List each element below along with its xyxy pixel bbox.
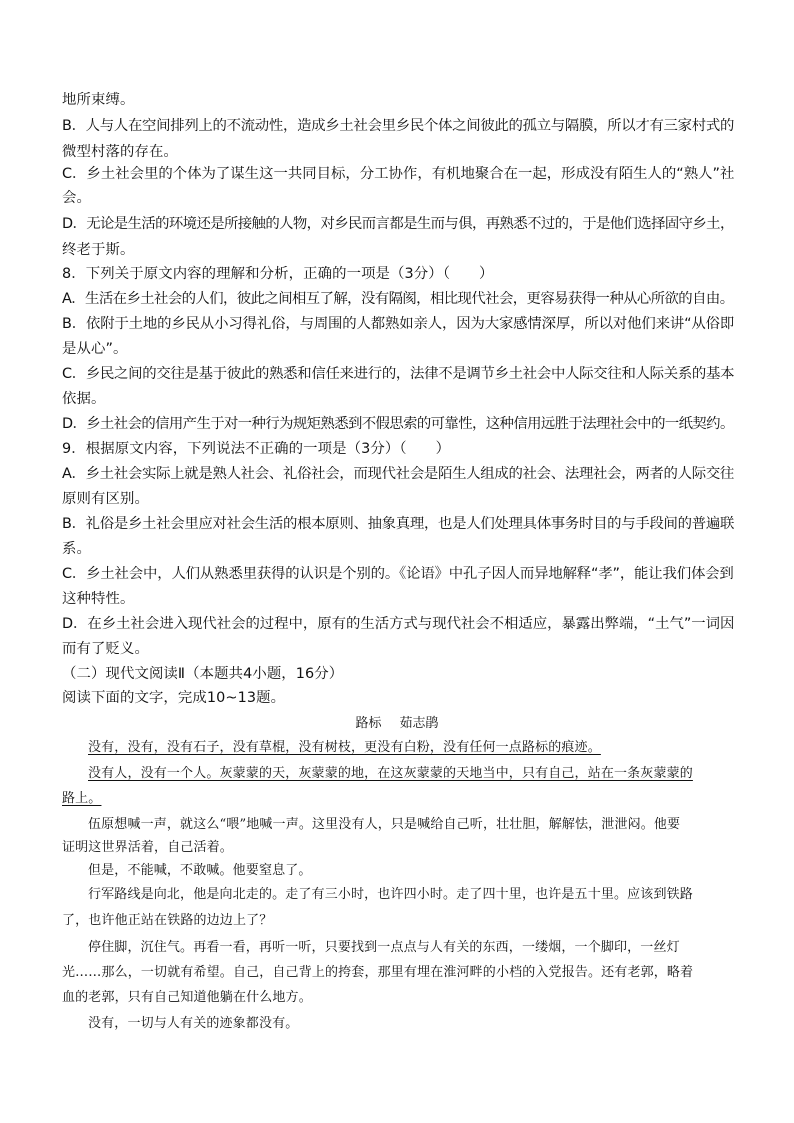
text-line: 微型村落的存在。 xyxy=(62,144,178,160)
text-line: 这种特性。 xyxy=(62,591,135,607)
story-author: 茹志鹃 xyxy=(399,716,439,731)
option-d-line: D．在乡土社会进入现代社会的过程中，原有的生活方式与现代社会不相适应，暴露出弊端，“土气”一词因 xyxy=(62,616,735,632)
text-line: 系。 xyxy=(62,541,91,557)
question-stem: 9．根据原文内容，下列说法不正确的一项是（3分）（ ） xyxy=(62,441,451,457)
option-b-line: B．人与人在空间排列上的不流动性，造成乡土社会里乡民个体之间彼此的孤立与隔膜，所以才有三家村式的 xyxy=(62,118,735,134)
text-line: 终老于斯。 xyxy=(62,242,135,258)
story-title-line xyxy=(0,714,794,734)
text-line: 而有了贬义。 xyxy=(62,641,149,657)
paragraph-line: 没有，一切与人有关的迹象都没有。 xyxy=(88,1016,299,1031)
option-b-line: B．依附于土地的乡民从小习得礼俗，与周围的人都熟如亲人，因为大家感情深厚，所以对他们来讲“从俗即 xyxy=(62,316,735,332)
paragraph-line: 了，也许他正站在铁路的边边上了？ xyxy=(62,913,273,928)
text-line: 会。 xyxy=(62,190,91,206)
option-a-line: A．生活在乡土社会的人们，彼此之间相互了解，没有隔阂，相比现代社会，更容易获得一种从心所欲的自由。 xyxy=(62,291,734,307)
section-heading: （二）现代文阅读Ⅱ（本题共4小题，16分） xyxy=(62,666,344,682)
reading-instruction: 阅读下面的文字，完成10~13题。 xyxy=(62,690,286,706)
underlined-paragraph-line: 没有，没有，没有石子，没有草棍，没有树枝，更没有白粉，没有任何一点路标的痕迹。 xyxy=(88,740,601,755)
option-a-line: A．乡土社会实际上就是熟人社会、礼俗社会，而现代社会是陌生人组成的社会、法理社会，两者的人际交往 xyxy=(62,466,735,482)
option-c-line: C．乡民之间的交往是基于彼此的熟悉和信任来进行的，法律不是调节乡土社会中人际交往和人际关系的基本 xyxy=(62,366,735,382)
paragraph-line: 光……那么，一切就有希望。自己，自己背上的挎套，那里有埋在淮河畔的小档的入党报告。还有老郭，略着 xyxy=(62,965,694,980)
option-c-line: C．乡土社会里的个体为了谋生这一共同目标，分工协作，有机地聚合在一起，形成没有陌生人的“熟人”社 xyxy=(62,166,735,182)
paragraph-line: 停住脚，沉住气。再看一看，再听一听，只要找到一点点与人有关的东西，一缕烟，一个脚印，一丝灯 xyxy=(88,940,680,955)
text-line: 地所束缚。 xyxy=(62,92,135,108)
story-title: 路标 xyxy=(355,716,382,731)
paragraph-line: 行军路线是向北，他是向北走的。走了有三小时，也许四小时。走了四十里，也许是五十里。应该到铁路 xyxy=(88,887,693,902)
paragraph-line: 证明这世界活着，自己活着。 xyxy=(62,840,233,855)
option-c-line: C．乡土社会中，人们从熟悉里获得的认识是个别的。《论语》中孔子因人而异地解释“孝”，能让我们体会到 xyxy=(62,566,734,582)
question-stem: 8．下列关于原文内容的理解和分析，正确的一项是（3分）（ ） xyxy=(62,266,494,282)
paragraph-line: 但是，不能喊，不敢喊。他要窒息了。 xyxy=(88,863,312,878)
paragraph-line: 血的老郭，只有自己知道他躺在什么地方。 xyxy=(62,990,312,1005)
underlined-paragraph-line: 没有人，没有一个人。灰蒙蒙的天，灰蒙蒙的地，在这灰蒙蒙的天地当中，只有自己，站在一条灰蒙蒙的 xyxy=(88,766,693,781)
option-d-line: D．无论是生活的环境还是所接触的人物，对乡民而言都是生而与俱，再熟悉不过的，于是他们选择固守乡土， xyxy=(62,216,734,232)
text-line: 是从心”。 xyxy=(62,341,128,357)
text-line: 依据。 xyxy=(62,391,106,407)
underlined-paragraph-line: 路上。 xyxy=(62,791,102,806)
paragraph-line: 伍原想喊一声，就这么“喂”地喊一声。这里没有人，只是喊给自己听，壮壮胆，解解怯，泄泄闷。他要 xyxy=(88,817,681,832)
text-line: 原则有区别。 xyxy=(62,491,149,507)
option-b-line: B．礼俗是乡土社会里应对社会生活的根本原则、抽象真理，也是人们处理具体事务时目的与手段间的普遍联 xyxy=(62,516,735,532)
option-d-line: D．乡土社会的信用产生于对一种行为规矩熟悉到不假思索的可靠性，这种信用远胜于法理社会中的一纸契约。 xyxy=(62,416,734,432)
